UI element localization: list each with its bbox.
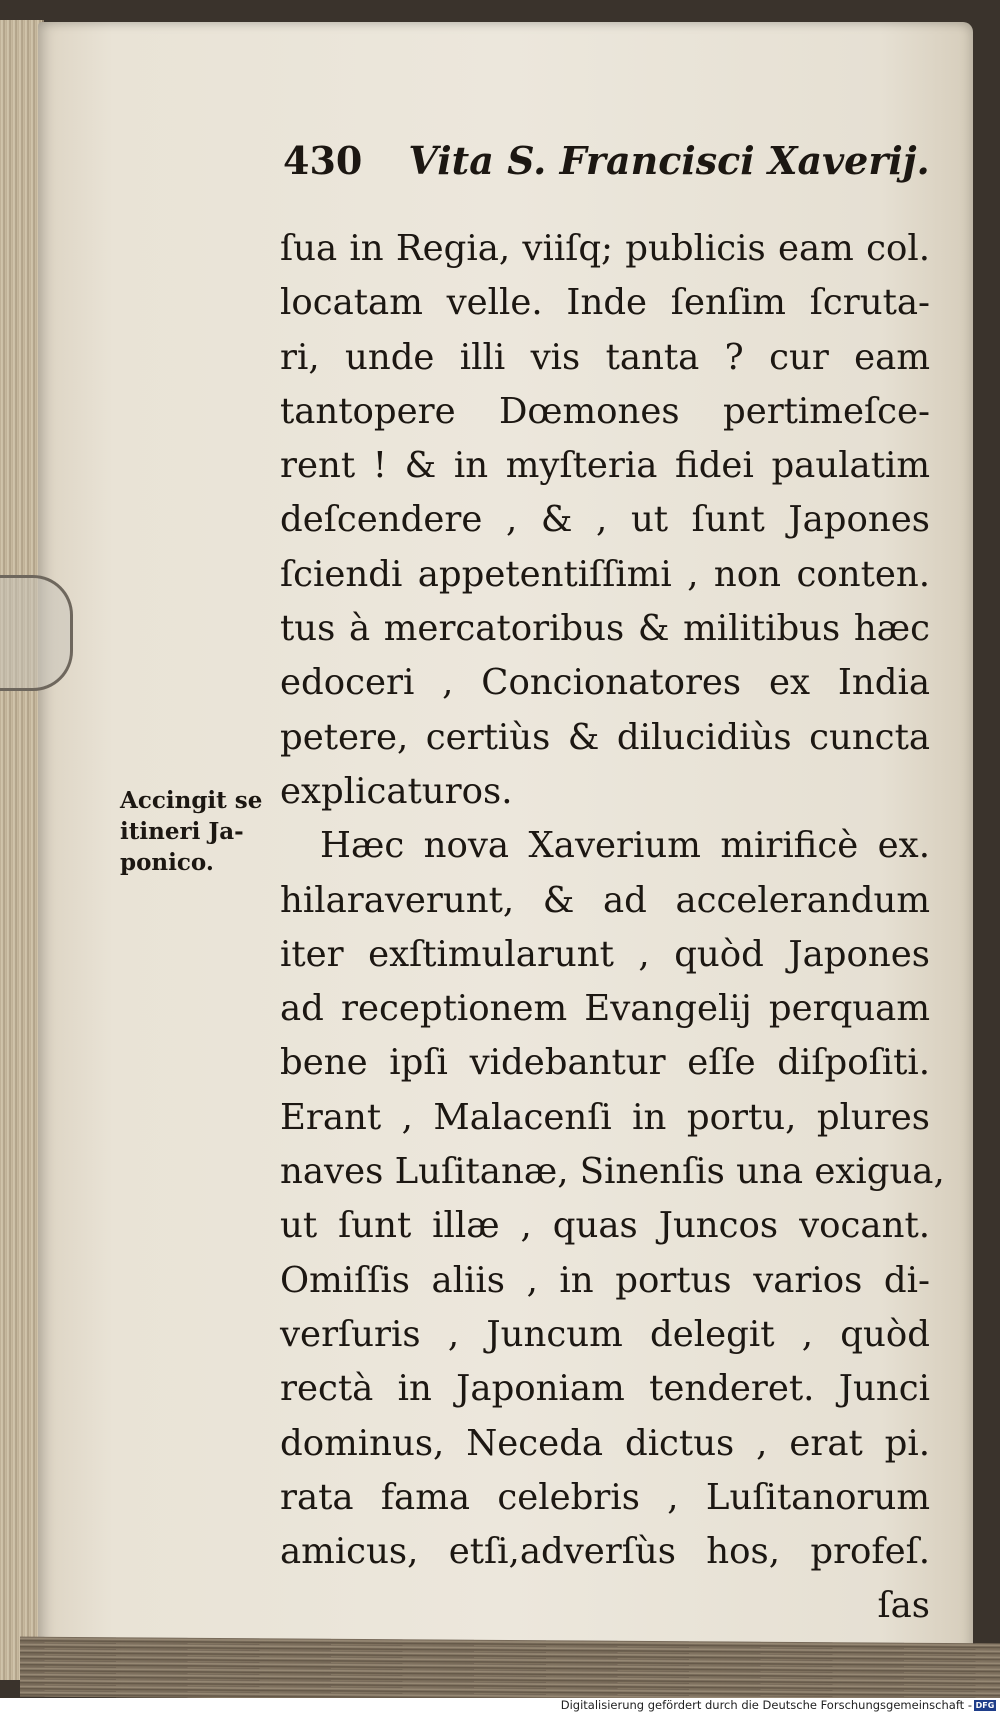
text-line: tantopere Dœmones pertimeſce- [280,390,930,432]
page-header [283,138,930,183]
page-number: 430 [283,138,363,183]
text-line: ad receptionem Evangelij perquam [280,988,930,1030]
text-line: rata fama celebris , Luſitanorum [280,1476,930,1518]
text-line: Hæc nova Xaverium mirificè ex. [320,825,930,867]
text-line: ut ſunt illæ , quas Juncos vocant. [280,1205,930,1247]
text-line: dominus, Neceda dictus , erat pi. [280,1422,930,1464]
text-line: verſuris , Juncum delegit , quòd [280,1313,930,1355]
text-line: amicus, etſi,adverſùs hos, profeſ. [280,1531,930,1573]
text-line: iter exſtimularunt , quòd Japones [280,933,930,975]
text-line: petere, certiùs & dilucidiùs cuncta [280,716,930,758]
text-line: Erant , Malacenſi in portu, plures [280,1096,930,1138]
text-line: rectà in Japoniam tenderet. Junci [280,1368,930,1410]
text-line: tus à mercatoribus & militibus hæc [280,608,930,650]
marginal-note-line: Accingit se [120,787,263,814]
book-bottom-edge [20,1637,1000,1704]
text-line: bene ipſi videbantur eſſe diſpoſiti. [280,1042,930,1084]
text-line: ri, unde illi vis tanta ? cur eam [280,336,930,378]
text-line: naves Luſitanæ, Sinenſis una exigua, [280,1151,945,1193]
text-line: rent ! & in myſteria fidei paulatim [280,445,930,487]
running-title: Vita S. Francisci Xaverij. [408,138,930,183]
text-line: deſcendere , & , ut ſunt Japones [280,499,930,541]
footer-credit: Digitalisierung gefördert durch die Deutsche Forschungsgemeinschaft - [560,1698,972,1712]
text-line: ſciendi appetentiſſimi , non conten. [280,553,930,595]
text-line: edoceri , Concionatores ex India [280,662,930,704]
marginal-note-line: itineri Ja- [120,818,244,845]
bookmark-clip [0,575,73,691]
body-text [280,222,945,1634]
dfg-logo: DFG [975,1701,995,1710]
text-line: ſua in Regia, viiſq; publicis eam col. [280,228,930,269]
text-line: explicaturos. [280,770,513,812]
catchword: ſas [877,1585,930,1627]
text-line: hilaraverunt, & ad accelerandum [280,879,930,921]
marginal-note [120,785,270,878]
text-line: Omiſſis aliis , in portus varios di- [280,1259,930,1301]
marginal-note-line: ponico. [120,849,214,876]
text-line: locatam velle. Inde ſenſim ſcruta- [280,282,930,324]
